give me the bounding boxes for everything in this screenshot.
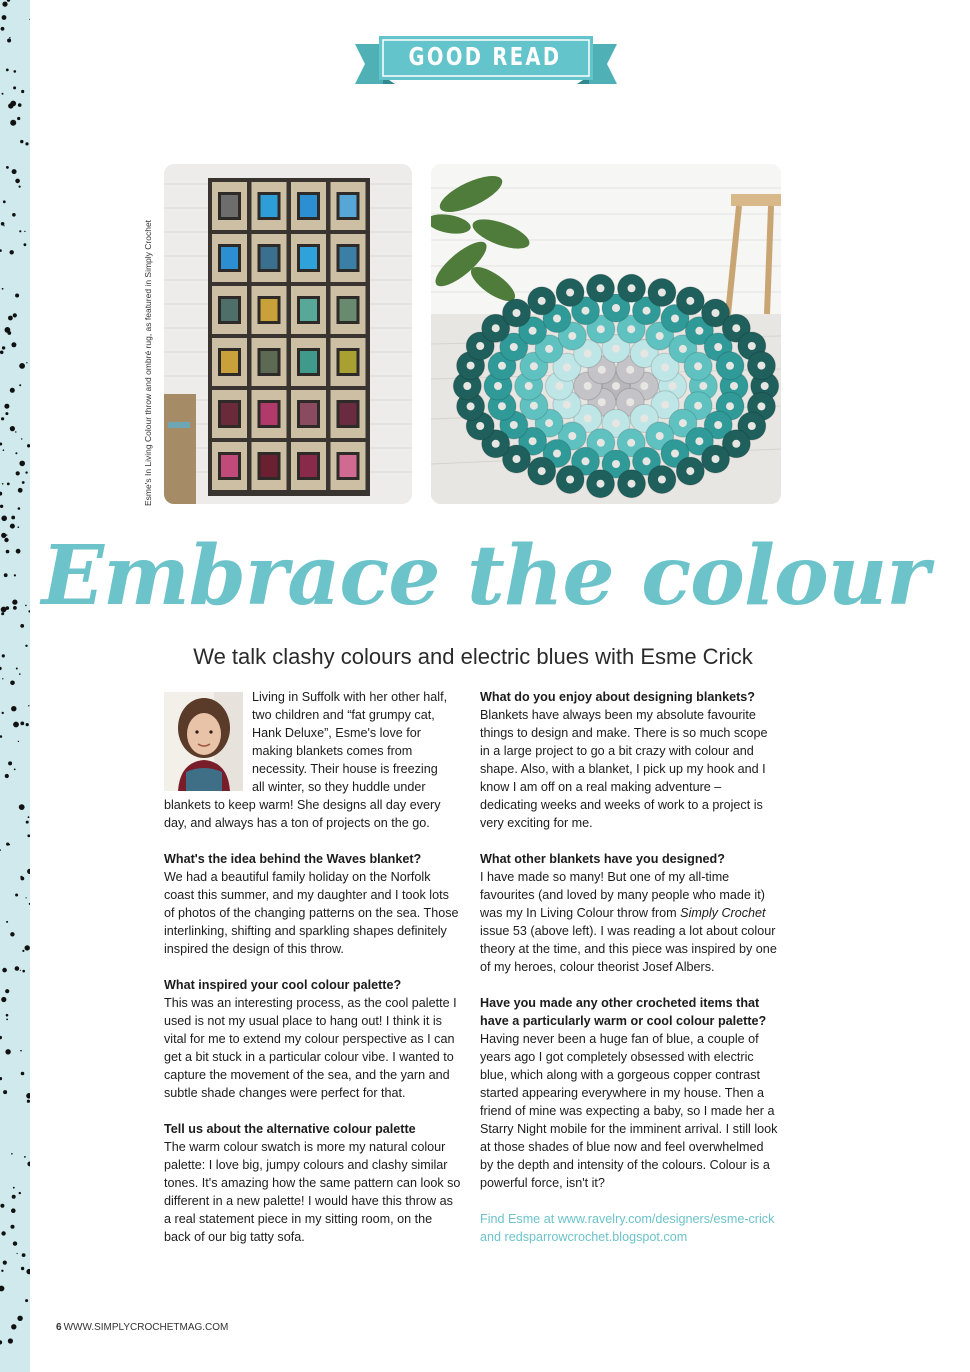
qa-block [480, 994, 780, 1192]
ombre-rug-photo [431, 164, 781, 504]
speckle-pattern [0, 0, 30, 1372]
footer-website[interactable]: WWW.SIMPLYCROCHETMAG.COM [63, 1322, 229, 1333]
answer: We had a beautiful family holiday on the Norfolk coast this summer, and my daughter and I took lots of photos of the changing patterns on the sea. Those interlinking, shifting and sparkling shapes definitely inspired the design of this throw. [164, 870, 459, 956]
answer-pre: I have made so many! But one of my all-time favourites (and loved by many people who made it) was my In Living Colour throw from [480, 870, 765, 920]
banner-label: GOOD READ [408, 42, 562, 71]
intro-line: two children and “fat grumpy cat, [252, 708, 435, 722]
article-subtitle: We talk clashy colours and electric blues with Esme Crick [193, 644, 753, 669]
answer: Blankets have always been my absolute favourite things to design and make. There is so much scope in a large project to go a bit crazy with colour and shape. Also, with a blanket, I pick up my hook and I know I am off on a real making adventure – dedicating weeks and weeks of work to a project is very exciting for me. [480, 708, 768, 830]
qa-block [480, 688, 780, 832]
article-column-right [480, 688, 780, 1264]
question: What's the idea behind the Waves blanket? [164, 852, 422, 866]
question: Have you made any other crocheted items that have a particularly warm or cool colour palette? [480, 996, 767, 1028]
photo-caption: Esme's In Living Colour throw and ombré rug, as featured in Simply Crochet [143, 219, 153, 506]
question: Tell us about the alternative colour palette [164, 1122, 416, 1136]
answer: This was an interesting process, as the cool palette I used is not my usual place to hang out! I think it is vital for me to extend my colour perspective as I can get a bit stuck in a particular colour vibe. I wanted to capture the movement of the sea, and the yarn and subtle shade changes were perfect for that. [164, 996, 457, 1100]
intro-line: Hank Deluxe”, Esme's love for [252, 726, 421, 740]
living-colour-throw-photo [164, 164, 412, 504]
page-number: 6 [56, 1322, 62, 1333]
question: What do you enjoy about designing blankets? [480, 690, 755, 704]
intro-paragraph [164, 688, 462, 832]
qa-block [164, 976, 462, 1102]
answer: The warm colour swatch is more my natural colour palette: I love big, jumpy colours and clashy similar tones. It's amazing how the same pattern can look so different in a new palette! I would have this throw as a real statement piece in my sitting room, on the back of our big tatty sofa. [164, 1140, 461, 1244]
answer-post: issue 53 (above left). I was reading a lot about colour theory at the time, and this piece was inspired by one of my heroes, colour theorist Josef Albers. [480, 924, 777, 974]
article-column-left [164, 688, 462, 1264]
intro-line: making blankets comes from [252, 744, 413, 758]
article-title: Embrace the colour [41, 528, 929, 624]
qa-block [164, 1120, 462, 1246]
question: What inspired your cool colour palette? [164, 978, 402, 992]
intro-line: all winter, so they huddle under [252, 780, 426, 794]
magazine-name: Simply Crochet [680, 906, 766, 920]
intro-line: necessity. Their house is freezing [252, 762, 438, 776]
qa-block [164, 850, 462, 958]
answer: Having never been a huge fan of blue, a couple of years ago I got completely obsessed with electric blue, which along with a gorgeous copper contrast started appearing everywhere in my house. Then a friend of mine was expecting a baby, so I made her a Starry Night mobile for the imminent arrival. I still look at those shades of blue now and feel overwhelmed by the depth and intensity of the colours. Colour is a powerful force, isn't it? [480, 1032, 778, 1190]
qa-block [480, 850, 780, 976]
find-esme-link[interactable]: Find Esme at www.ravelry.com/designers/esme-crick and redsparrowcrochet.blogspot.com [480, 1212, 775, 1244]
intro-line: Living in Suffolk with her other half, [252, 690, 448, 704]
page-footer [56, 1322, 228, 1333]
question: What other blankets have you designed? [480, 852, 725, 866]
intro-rest: blankets to keep warm! She designs all day every day, and always has a ton of projects on the go. [164, 798, 441, 830]
side-decorative-strip [0, 0, 30, 1372]
